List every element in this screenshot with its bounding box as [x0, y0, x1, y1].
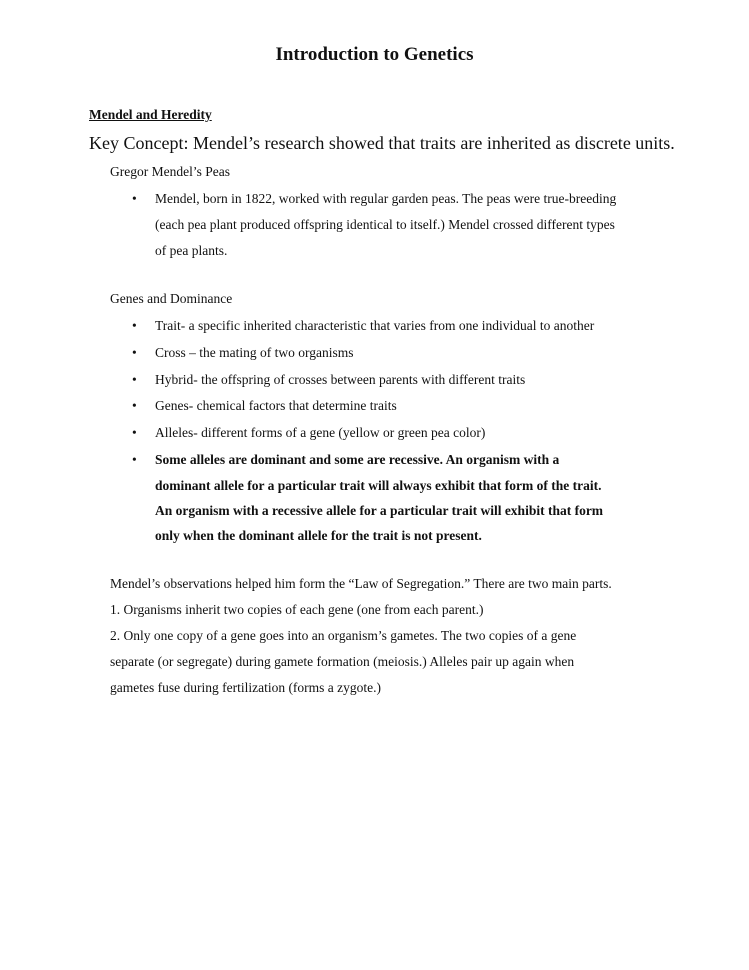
dominance-heading: Genes and Dominance: [110, 291, 233, 306]
segregation-line: separate (or segregate) during gamete formation (meiosis.) Alleles pair up again when: [110, 654, 575, 669]
bullet-icon: •: [132, 425, 137, 440]
peas-bullet-line: (each pea plant produced offspring identical to itself.) Mendel crossed different types: [155, 217, 615, 232]
dominance-bullet: Alleles- different forms of a gene (yellow or green pea color): [155, 425, 486, 440]
segregation-line: Mendel’s observations helped him form the “Law of Segregation.” There are two main parts.: [110, 576, 612, 591]
peas-bullet-line: Mendel, born in 1822, worked with regular garden peas. The peas were true-breeding: [155, 191, 617, 206]
bullet-icon: •: [132, 345, 137, 360]
segregation-line: 1. Organisms inherit two copies of each gene (one from each parent.): [110, 602, 484, 617]
bold-bullet-line: only when the dominant allele for the trait is not present.: [155, 528, 482, 543]
bullet-icon: •: [132, 372, 137, 387]
bold-bullet-line: Some alleles are dominant and some are recessive. An organism with a: [155, 452, 560, 467]
peas-bullet-line: of pea plants.: [155, 243, 228, 258]
key-concept: Key Concept: Mendel’s research showed that traits are inherited as discrete units.: [89, 133, 675, 153]
bold-bullet-line: dominant allele for a particular trait will always exhibit that form of the trait.: [155, 478, 602, 493]
segregation-line: gametes fuse during fertilization (forms a zygote.): [110, 680, 382, 695]
segregation-line: 2. Only one copy of a gene goes into an organism’s gametes. The two copies of a gene: [110, 628, 577, 643]
dominance-bullet: Trait- a specific inherited characteristic that varies from one individual to another: [155, 318, 595, 333]
bold-bullet-line: An organism with a recessive allele for a particular trait will exhibit that form: [155, 503, 604, 518]
bullet-icon: •: [132, 398, 137, 413]
page-title: Introduction to Genetics: [275, 44, 474, 65]
peas-heading: Gregor Mendel’s Peas: [110, 164, 230, 179]
section-heading: Mendel and Heredity: [89, 107, 212, 122]
bullet-icon: •: [132, 318, 137, 333]
dominance-bullet: Hybrid- the offspring of crosses between parents with different traits: [155, 372, 526, 387]
dominance-bullet: Genes- chemical factors that determine traits: [155, 398, 397, 413]
dominance-bullet: Cross – the mating of two organisms: [155, 345, 354, 360]
bullet-icon: •: [132, 191, 137, 206]
bullet-icon: •: [132, 452, 137, 467]
